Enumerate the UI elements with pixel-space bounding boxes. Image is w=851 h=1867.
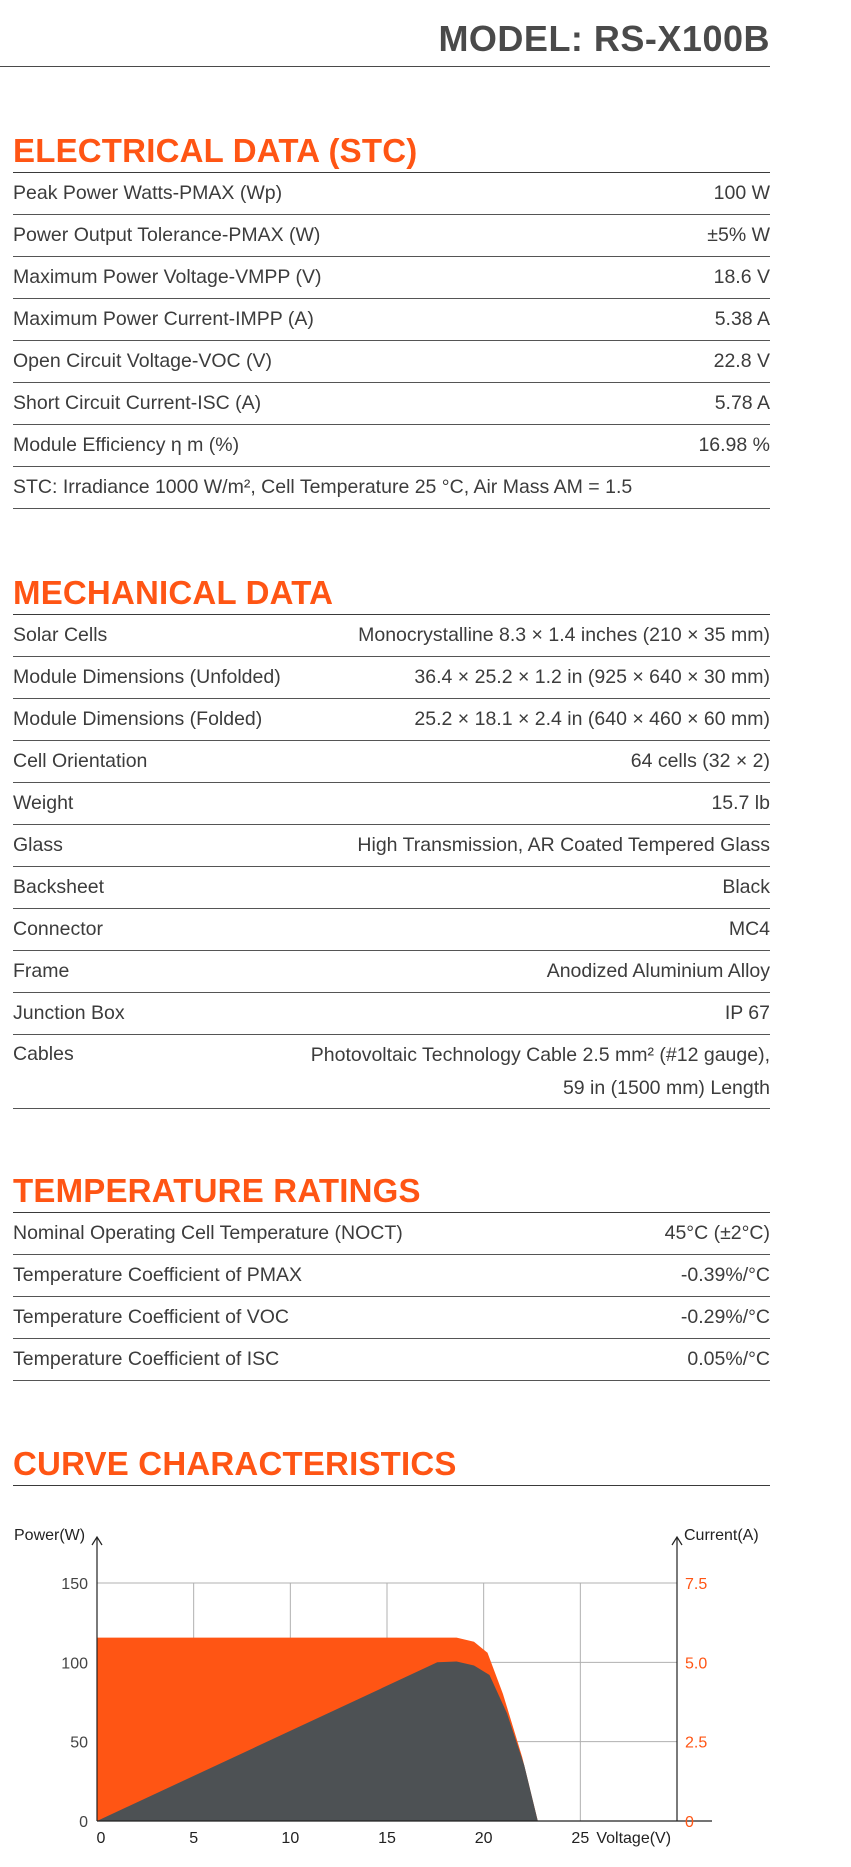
spec-label: Cell Orientation	[13, 750, 148, 772]
spec-label: Backsheet	[13, 876, 105, 898]
spec-value	[311, 1039, 770, 1105]
x-tick-label: 0	[96, 1830, 106, 1847]
stc-note-row	[13, 467, 770, 509]
spec-label: Frame	[13, 960, 70, 982]
spec-value: 25.2 × 18.1 × 2.4 in (640 × 460 × 60 mm)	[414, 708, 770, 730]
spec-value: 22.8 V	[713, 350, 770, 372]
spec-value: ±5% W	[707, 224, 770, 246]
model-header	[0, 0, 770, 67]
spec-label: Temperature Coefficient of PMAX	[13, 1264, 303, 1286]
spec-row	[13, 993, 770, 1035]
y-left-tick-label: 150	[61, 1576, 88, 1593]
spec-value: Anodized Aluminium Alloy	[546, 960, 770, 982]
spec-label: Temperature Coefficient of VOC	[13, 1306, 290, 1328]
spec-label: Module Efficiency η m (%)	[13, 434, 240, 456]
spec-label: Short Circuit Current-ISC (A)	[13, 392, 262, 414]
spec-row	[13, 825, 770, 867]
y-left-tick-label: 50	[70, 1734, 88, 1752]
spec-value: 15.7 lb	[711, 792, 770, 814]
cables-value-line1: Photovoltaic Technology Cable 2.5 mm² (#12 gauge),	[310, 1044, 770, 1066]
spec-value: High Transmission, AR Coated Tempered Glass	[357, 834, 770, 856]
mechanical-section	[13, 572, 770, 1109]
spec-label: Glass	[13, 834, 63, 856]
spec-row	[13, 615, 770, 657]
spec-row	[13, 257, 770, 299]
chart-svg	[0, 1510, 851, 1862]
y-right-tick-label: 2.5	[685, 1734, 708, 1752]
spec-row	[13, 215, 770, 257]
curve-section	[13, 1443, 770, 1486]
spec-label: Power Output Tolerance-PMAX (W)	[13, 224, 321, 246]
spec-label: Nominal Operating Cell Temperature (NOCT)	[13, 1222, 403, 1244]
x-tick-label: 25	[571, 1830, 590, 1847]
spec-value: MC4	[728, 918, 770, 940]
spec-label: Maximum Power Voltage-VMPP (V)	[13, 266, 322, 288]
spec-row	[13, 173, 770, 215]
spec-label: Cables	[13, 1043, 74, 1065]
spec-row-cables	[13, 1035, 770, 1109]
spec-value: 5.78 A	[714, 392, 770, 414]
y-right-tick-label: 7.5	[685, 1576, 708, 1593]
curve-title: CURVE CHARACTERISTICS	[13, 1443, 770, 1486]
y-left-tick-label: 0	[79, 1814, 88, 1831]
spec-value: IP 67	[724, 1002, 770, 1024]
y-left-tick-label: 100	[61, 1655, 88, 1673]
electrical-section	[13, 130, 770, 509]
spec-value: 45°C (±2°C)	[664, 1222, 770, 1244]
spec-value: 16.98 %	[698, 434, 770, 456]
spec-label: Module Dimensions (Unfolded)	[13, 666, 281, 688]
spec-value: 36.4 × 25.2 × 1.2 in (925 × 640 × 30 mm)	[414, 666, 770, 688]
iv-curve-chart	[0, 1510, 851, 1862]
electrical-title: ELECTRICAL DATA (STC)	[13, 130, 770, 173]
spec-label: Weight	[13, 792, 74, 814]
spec-row	[13, 783, 770, 825]
spec-value: 0.05%/°C	[687, 1348, 770, 1370]
spec-value: 18.6 V	[713, 266, 770, 288]
model-title: MODEL: RS-X100B	[438, 18, 770, 59]
y-left-axis-label: Power(W)	[14, 1527, 86, 1544]
x-axis-label: Voltage(V)	[596, 1830, 672, 1847]
spec-value: 100 W	[713, 182, 770, 204]
spec-value: Black	[722, 876, 770, 898]
spec-label: Maximum Power Current-IMPP (A)	[13, 308, 314, 330]
spec-value: -0.39%/°C	[680, 1264, 770, 1286]
spec-label: Temperature Coefficient of ISC	[13, 1348, 280, 1370]
spec-row	[13, 1297, 770, 1339]
cables-value-line2: 59 in (1500 mm) Length	[562, 1077, 770, 1099]
spec-label: Open Circuit Voltage-VOC (V)	[13, 350, 273, 372]
spec-value: 64 cells (32 × 2)	[630, 750, 770, 772]
spec-row	[13, 299, 770, 341]
spec-row	[13, 741, 770, 783]
spec-label: Connector	[13, 918, 103, 940]
x-tick-label: 20	[474, 1830, 493, 1847]
spec-row	[13, 425, 770, 467]
spec-row	[13, 1213, 770, 1255]
spec-row	[13, 699, 770, 741]
spec-row	[13, 383, 770, 425]
spec-row	[13, 951, 770, 993]
spec-value: Monocrystalline 8.3 × 1.4 inches (210 × 35 mm)	[358, 624, 770, 646]
spec-label: Solar Cells	[13, 624, 108, 646]
spec-value: -0.29%/°C	[680, 1306, 770, 1328]
x-tick-label: 5	[189, 1830, 199, 1847]
y-right-tick-label: 0	[685, 1814, 694, 1831]
spec-row	[13, 867, 770, 909]
spec-row	[13, 657, 770, 699]
spec-row	[13, 341, 770, 383]
mechanical-title: MECHANICAL DATA	[13, 572, 770, 615]
y-right-axis-label: Current(A)	[684, 1527, 759, 1544]
spec-row	[13, 1339, 770, 1381]
spec-label: Peak Power Watts-PMAX (Wp)	[13, 182, 283, 204]
spec-label: Junction Box	[13, 1002, 125, 1024]
y-right-tick-label: 5.0	[685, 1655, 708, 1673]
spec-row	[13, 1255, 770, 1297]
temperature-section	[13, 1170, 770, 1381]
spec-label: Module Dimensions (Folded)	[13, 708, 263, 730]
spec-row	[13, 909, 770, 951]
stc-note: STC: Irradiance 1000 W/m², Cell Temperature 25 °C, Air Mass AM = 1.5	[13, 476, 633, 498]
x-tick-label: 10	[281, 1830, 300, 1847]
x-tick-label: 15	[378, 1830, 396, 1847]
temperature-title: TEMPERATURE RATINGS	[13, 1170, 770, 1213]
spec-value: 5.38 A	[714, 308, 770, 330]
